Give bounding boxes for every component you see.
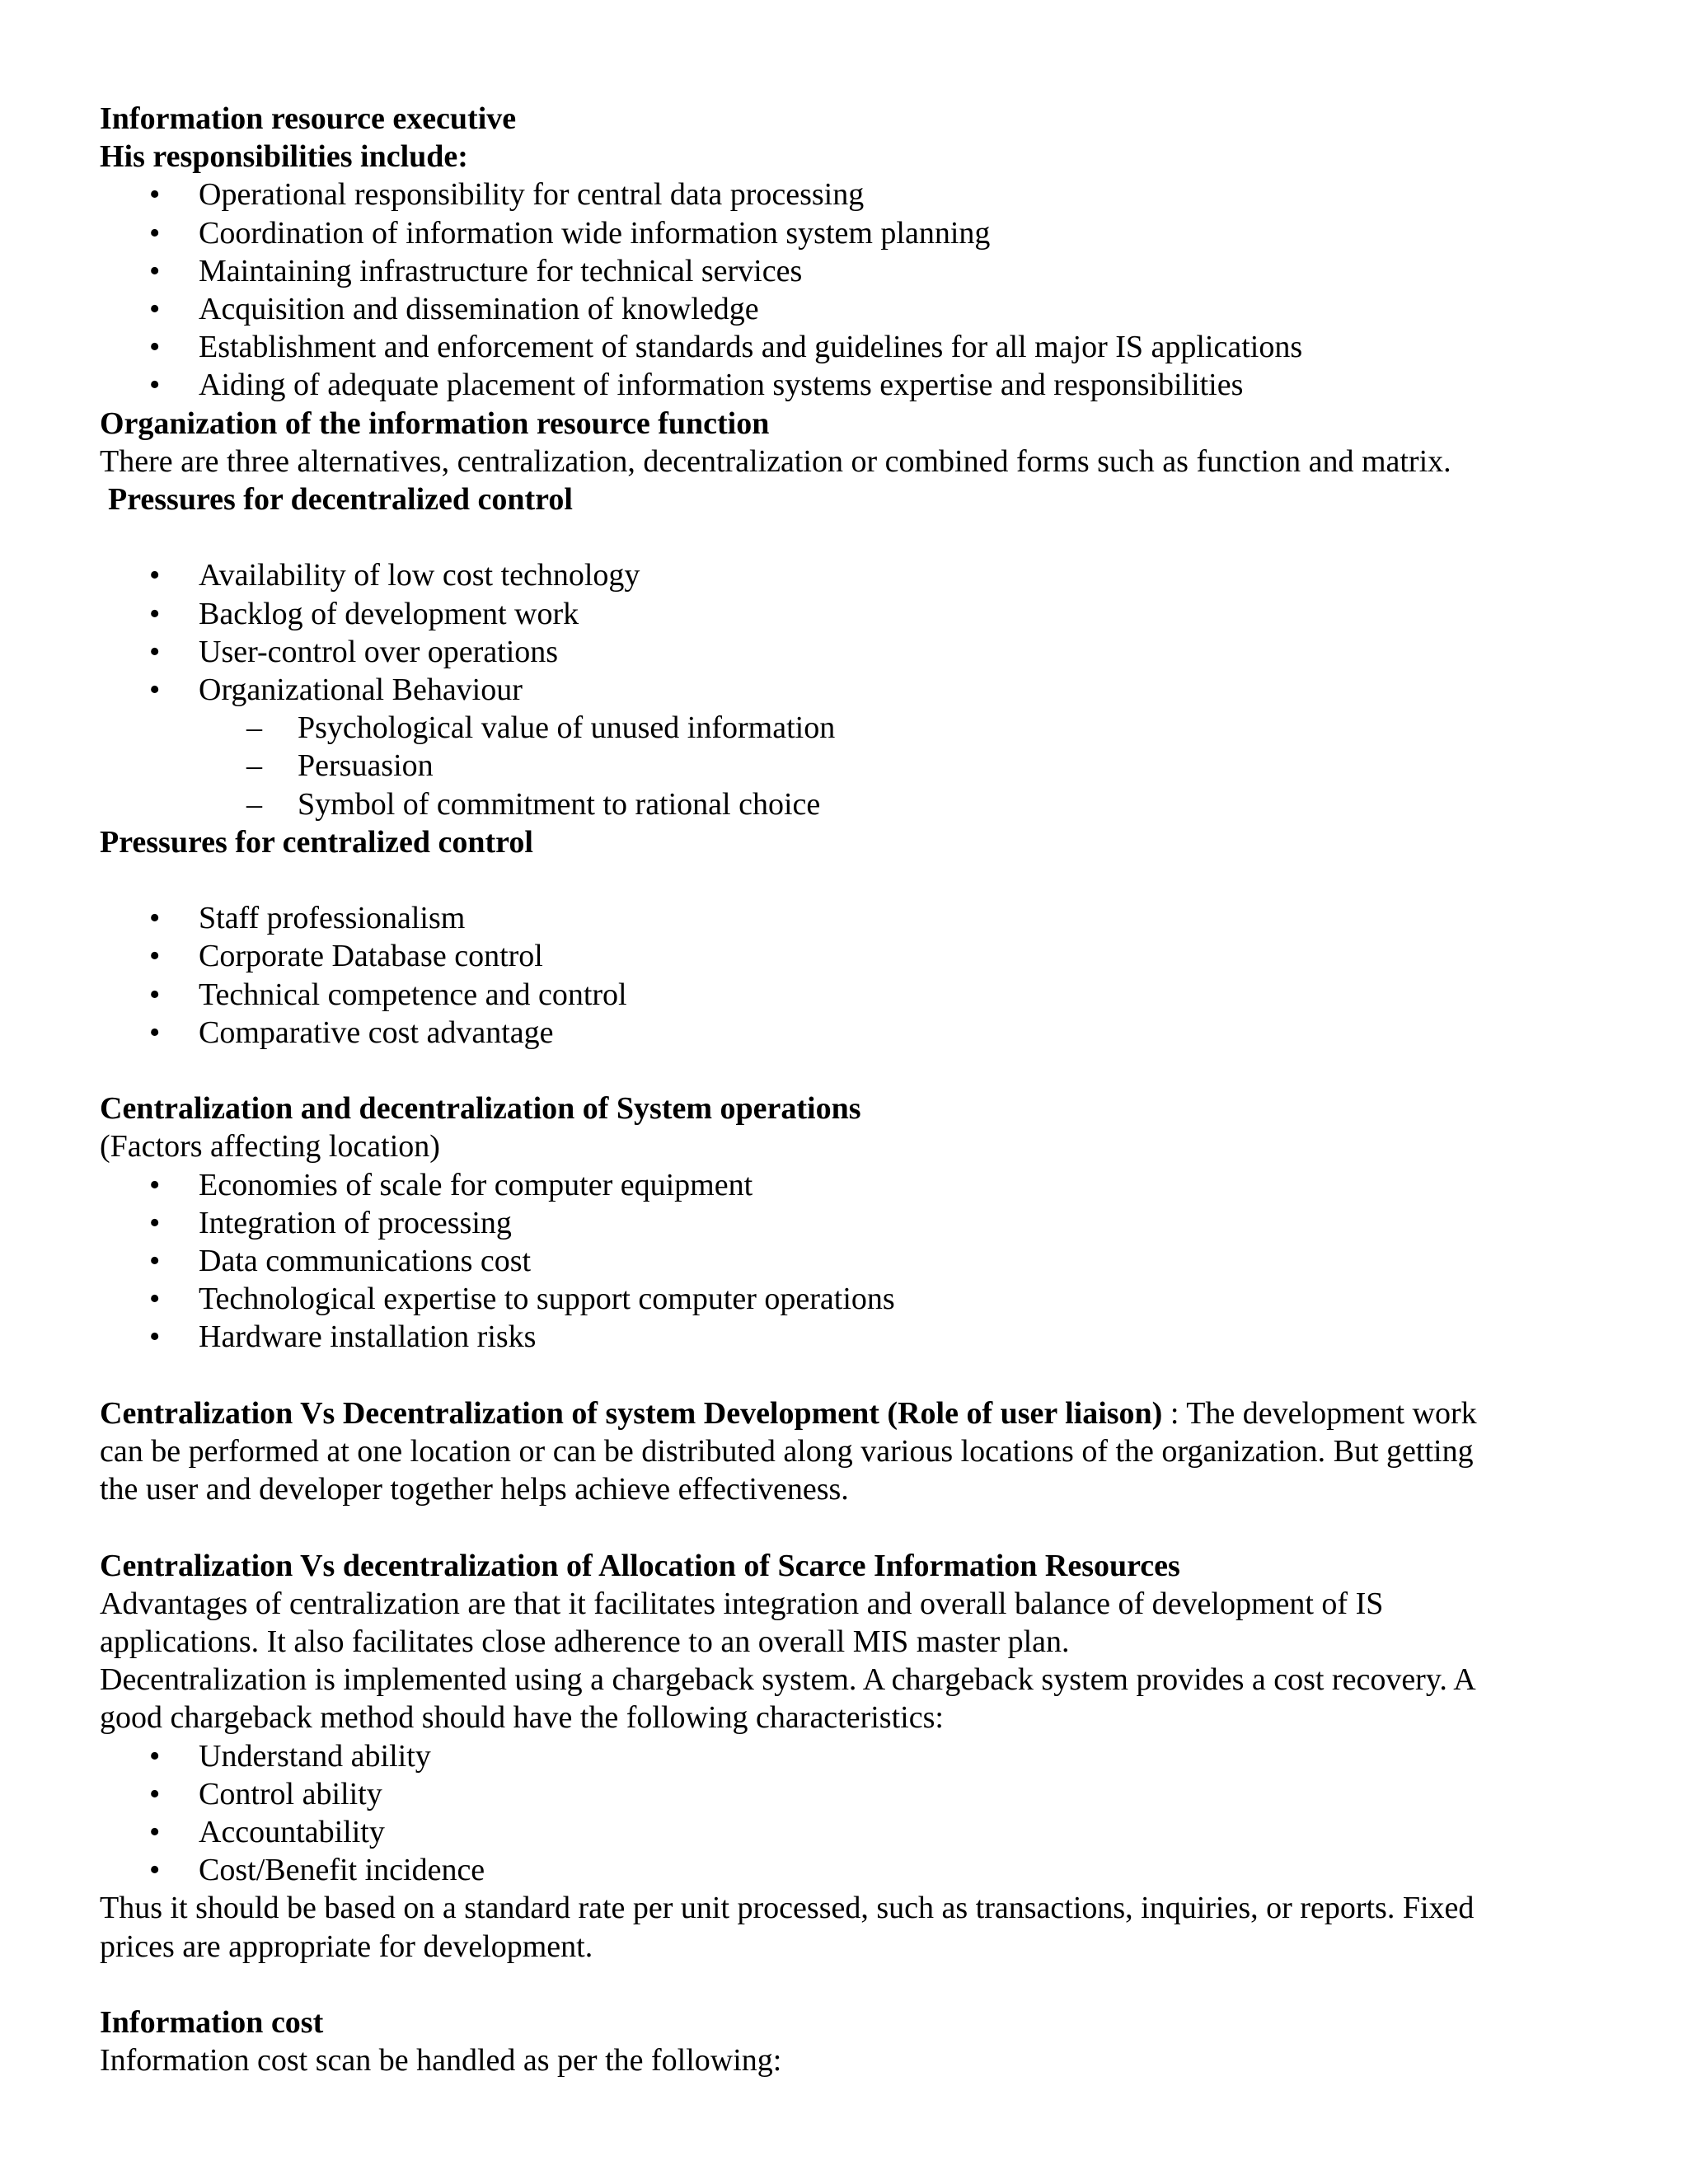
bullet-icon: • bbox=[149, 177, 161, 213]
bullet-icon: • bbox=[149, 368, 161, 403]
cost-text: Information cost scan be handled as per the following: bbox=[100, 2043, 782, 2079]
bullet-icon: • bbox=[149, 1167, 161, 1202]
bullet-icon: • bbox=[149, 939, 161, 974]
development-text: : The development work bbox=[1162, 1395, 1477, 1431]
bullet-icon: • bbox=[149, 292, 161, 327]
operations-subtitle: (Factors affecting location) bbox=[100, 1129, 440, 1165]
spacer bbox=[100, 1508, 1592, 1546]
list-item bbox=[100, 366, 1592, 404]
allocation-text-line: Advantages of centralization are that it facilitates integration and overall balance of development of IS bbox=[100, 1586, 1384, 1621]
bullet-icon: • bbox=[149, 330, 161, 365]
bullet-icon: • bbox=[149, 558, 161, 593]
spacer bbox=[100, 1052, 1592, 1090]
behaviour-sublist bbox=[100, 709, 1592, 823]
bullet-icon: • bbox=[149, 253, 161, 288]
list-item bbox=[100, 899, 1592, 937]
sub-list-item bbox=[100, 747, 1592, 785]
list-item bbox=[100, 1242, 1592, 1280]
operations-list bbox=[100, 1166, 1592, 1357]
list-item-text: Availability of low cost technology bbox=[199, 558, 640, 593]
list-item bbox=[100, 1775, 1592, 1813]
list-item-text: Understand ability bbox=[199, 1738, 431, 1774]
list-item bbox=[100, 290, 1592, 328]
list-item-text: Integration of processing bbox=[199, 1205, 512, 1240]
development-text-line: can be performed at one location or can be distributed along various locations of the organization. But getting bbox=[100, 1434, 1474, 1469]
bullet-icon: • bbox=[149, 215, 161, 251]
bullet-icon: • bbox=[149, 977, 161, 1012]
sub-list-item-text: Psychological value of unused information bbox=[298, 710, 836, 746]
list-item-text: Hardware installation risks bbox=[199, 1319, 537, 1355]
list-item-text: Acquisition and dissemination of knowledge bbox=[199, 292, 759, 327]
bullet-icon: • bbox=[149, 901, 161, 936]
sub-list-item-text: Symbol of commitment to rational choice bbox=[298, 786, 821, 822]
list-item bbox=[100, 633, 1592, 671]
bullet-icon: • bbox=[149, 634, 161, 669]
development-text-line: the user and developer together helps achieve effectiveness. bbox=[100, 1472, 849, 1507]
list-item-text: Data communications cost bbox=[199, 1244, 532, 1279]
bullet-icon: • bbox=[149, 1244, 161, 1279]
centralized-list bbox=[100, 899, 1592, 1052]
section-heading-development: Centralization Vs Decentralization of system Development (Role of user liaison) bbox=[100, 1395, 1163, 1431]
bullet-icon: • bbox=[149, 596, 161, 631]
list-item bbox=[100, 176, 1592, 213]
list-item-text: Backlog of development work bbox=[199, 596, 579, 631]
bullet-icon: • bbox=[149, 1853, 161, 1888]
list-item bbox=[100, 1737, 1592, 1775]
list-item bbox=[100, 976, 1592, 1014]
list-item bbox=[100, 1813, 1592, 1851]
section-heading-decentralized: Pressures for decentralized control bbox=[108, 482, 573, 518]
list-item bbox=[100, 1204, 1592, 1242]
development-paragraph-line bbox=[100, 1394, 1592, 1432]
list-item bbox=[100, 1318, 1592, 1356]
bullet-icon: • bbox=[149, 1205, 161, 1240]
list-item bbox=[100, 937, 1592, 975]
sub-list-item bbox=[100, 709, 1592, 747]
rate-text-line: prices are appropriate for development. bbox=[100, 1929, 593, 1964]
list-item-text: Aiding of adequate placement of information systems expertise and responsibilities bbox=[199, 368, 1244, 403]
list-item-text: Coordination of information wide information system planning bbox=[199, 215, 991, 251]
list-item bbox=[100, 1166, 1592, 1204]
rate-text-line: Thus it should be based on a standard rate per unit processed, such as transactions, inquiries, or reports. Fixed bbox=[100, 1891, 1475, 1926]
list-item bbox=[100, 671, 1592, 709]
list-item-text: Comparative cost advantage bbox=[199, 1015, 554, 1050]
list-item-text: Organizational Behaviour bbox=[199, 673, 523, 708]
list-item-text: Cost/Benefit incidence bbox=[199, 1853, 485, 1888]
list-item-text: Establishment and enforcement of standards and guidelines for all major IS applications bbox=[199, 330, 1303, 365]
section-heading-cost: Information cost bbox=[100, 2005, 324, 2041]
section-heading-responsibilities: His responsibilities include: bbox=[100, 139, 468, 175]
organization-text: There are three alternatives, centralization, decentralization or combined forms such as function and matrix. bbox=[100, 443, 1451, 479]
sub-list-item bbox=[100, 785, 1592, 823]
section-heading-operations: Centralization and decentralization of System operations bbox=[100, 1091, 861, 1127]
list-item-text: Corporate Database control bbox=[199, 939, 543, 974]
section-heading-allocation: Centralization Vs decentralization of Allocation of Scarce Information Resources bbox=[100, 1548, 1180, 1583]
allocation-text-line: Decentralization is implemented using a chargeback system. A chargeback system provides a cost recovery. A bbox=[100, 1662, 1476, 1698]
decentralized-list bbox=[100, 556, 1592, 709]
list-item bbox=[100, 1851, 1592, 1889]
list-item bbox=[100, 214, 1592, 252]
list-item-text: Control ability bbox=[199, 1776, 382, 1811]
list-item bbox=[100, 595, 1592, 633]
dash-icon: – bbox=[246, 786, 262, 822]
dash-icon: – bbox=[246, 748, 262, 784]
bullet-icon: • bbox=[149, 1282, 161, 1317]
bullet-icon: • bbox=[149, 1738, 161, 1774]
allocation-text-line: applications. It also facilitates close adherence to an overall MIS master plan. bbox=[100, 1624, 1070, 1660]
dash-icon: – bbox=[246, 710, 262, 746]
allocation-text-line: good chargeback method should have the following characteristics: bbox=[100, 1700, 944, 1736]
spacer bbox=[100, 1966, 1592, 2004]
list-item bbox=[100, 556, 1592, 594]
section-heading-organization: Organization of the information resource function bbox=[100, 405, 770, 441]
spacer bbox=[100, 861, 1592, 899]
section-heading-exec: Information resource executive bbox=[100, 101, 517, 136]
bullet-icon: • bbox=[149, 1015, 161, 1050]
list-item-text: Technical competence and control bbox=[199, 977, 627, 1012]
list-item-text: Staff professionalism bbox=[199, 901, 466, 936]
bullet-icon: • bbox=[149, 1319, 161, 1355]
list-item bbox=[100, 1280, 1592, 1318]
list-item-text: User-control over operations bbox=[199, 634, 559, 669]
list-item bbox=[100, 1014, 1592, 1052]
chargeback-list bbox=[100, 1737, 1592, 1890]
list-item bbox=[100, 328, 1592, 366]
sub-list-item-text: Persuasion bbox=[298, 748, 434, 784]
spacer bbox=[100, 518, 1592, 556]
bullet-icon: • bbox=[149, 1776, 161, 1811]
bullet-icon: • bbox=[149, 1815, 161, 1850]
list-item-text: Maintaining infrastructure for technical services bbox=[199, 253, 803, 288]
spacer bbox=[100, 1357, 1592, 1394]
section-heading-centralized: Pressures for centralized control bbox=[100, 824, 533, 860]
list-item-text: Accountability bbox=[199, 1815, 385, 1850]
document-page bbox=[100, 100, 1592, 2079]
list-item-text: Economies of scale for computer equipment bbox=[199, 1167, 753, 1202]
list-item-text: Operational responsibility for central data processing bbox=[199, 177, 865, 213]
list-item-text: Technological expertise to support computer operations bbox=[199, 1282, 895, 1317]
bullet-icon: • bbox=[149, 673, 161, 708]
list-item bbox=[100, 252, 1592, 290]
responsibilities-list bbox=[100, 176, 1592, 404]
